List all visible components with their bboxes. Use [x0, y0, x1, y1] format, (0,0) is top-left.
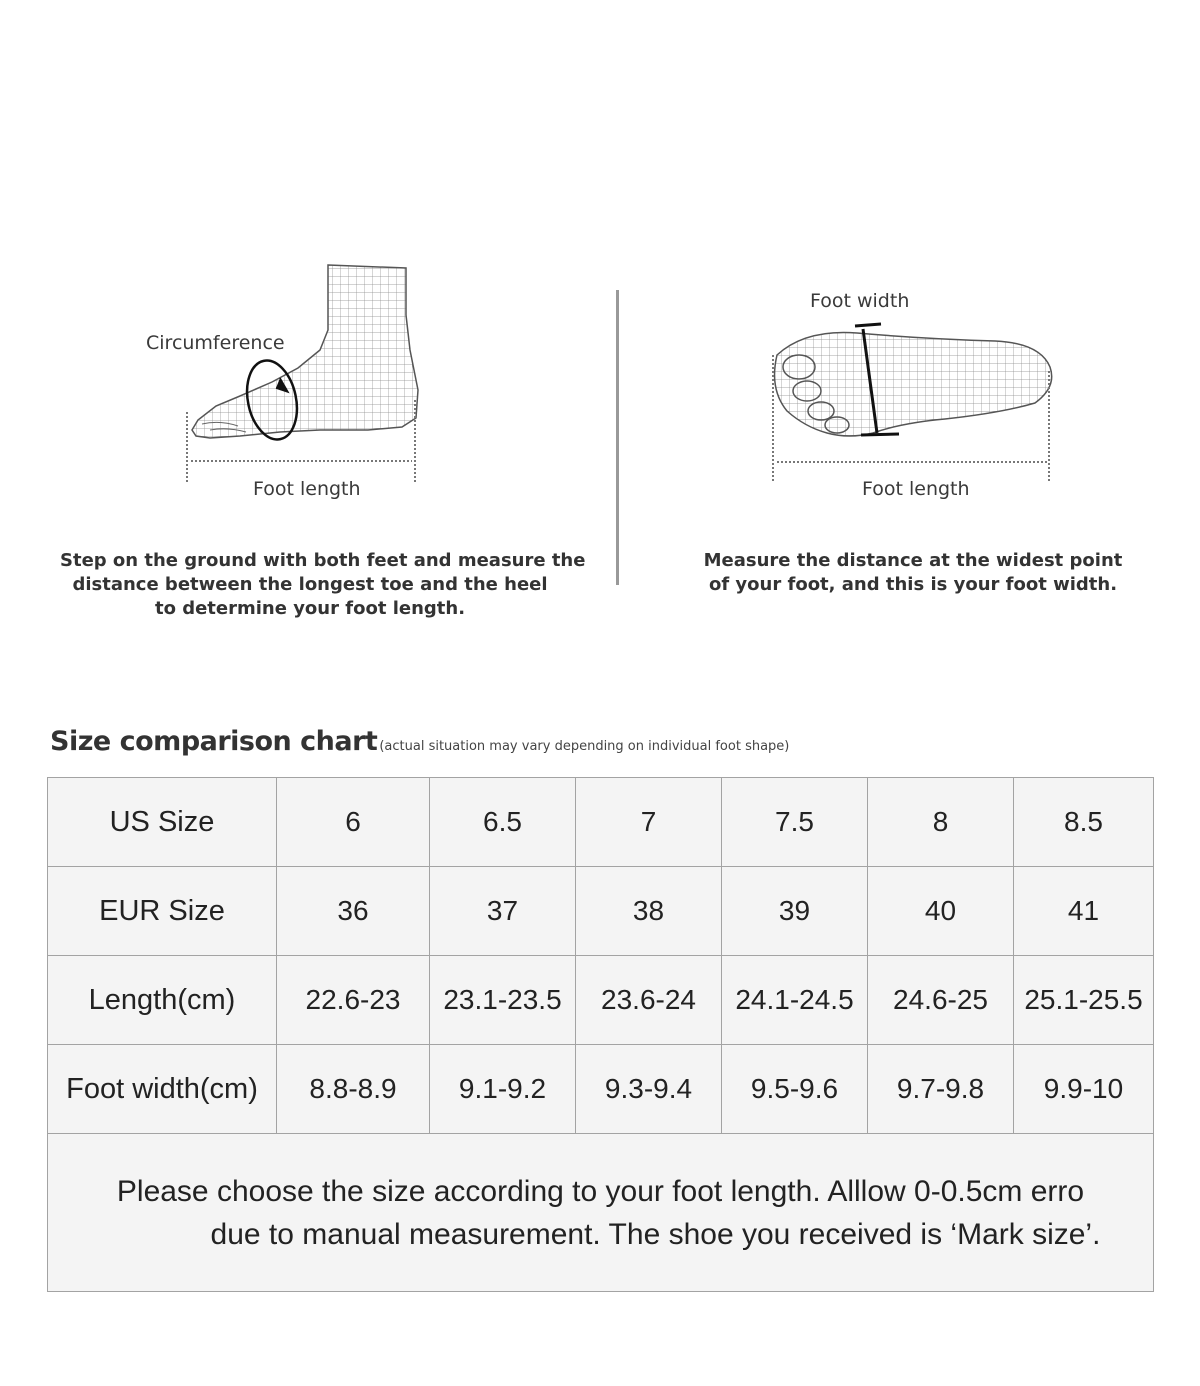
instruction-line: Measure the distance at the widest point: [703, 550, 1123, 571]
side-foot-illustration: [180, 260, 430, 490]
table-cell: 9.1-9.2: [430, 1045, 576, 1134]
size-comparison-table: [47, 777, 1154, 1292]
row-header: Foot width(cm): [48, 1045, 277, 1134]
table-cell: 23.1-23.5: [430, 956, 576, 1045]
table-cell: 23.6-24: [576, 956, 722, 1045]
instruction-line: of your foot, and this is your foot width.: [708, 574, 1118, 595]
table-row-us-size: [48, 778, 1154, 867]
foot-length-label-left: Foot length: [253, 478, 361, 500]
table-row-notice: [48, 1134, 1154, 1292]
table-cell: 41: [1014, 867, 1154, 956]
table-cell: 7.5: [722, 778, 868, 867]
table-cell: 39: [722, 867, 868, 956]
panel-divider: [616, 290, 619, 585]
table-cell: 8: [868, 778, 1014, 867]
chart-note: (actual situation may vary depending on individual foot shape): [379, 739, 790, 754]
instruction-line: to determine your foot length.: [154, 598, 466, 619]
foot-width-label: Foot width: [810, 290, 910, 312]
table-cell: 22.6-23: [277, 956, 430, 1045]
table-cell: 9.3-9.4: [576, 1045, 722, 1134]
notice-line: Please choose the size according to your foot length. Alllow 0-0.5cm erro: [116, 1174, 1085, 1208]
table-cell: 40: [868, 867, 1014, 956]
row-header: Length(cm): [48, 956, 277, 1045]
table-row-foot-width: [48, 1045, 1154, 1134]
row-header: US Size: [48, 778, 277, 867]
chart-heading: [50, 726, 789, 757]
notice-line: due to manual measurement. The shoe you received is ‘Mark size’.: [210, 1217, 1101, 1251]
instruction-line: distance between the longest toe and the heel: [72, 574, 548, 595]
table-cell: 8.8-8.9: [277, 1045, 430, 1134]
foot-length-instructions: [60, 549, 586, 621]
table-cell: 6: [277, 778, 430, 867]
table-cell: 38: [576, 867, 722, 956]
circumference-label: Circumference: [146, 332, 285, 354]
table-row-length: [48, 956, 1154, 1045]
table-cell: 37: [430, 867, 576, 956]
table-cell: 9.7-9.8: [868, 1045, 1014, 1134]
table-cell: 7: [576, 778, 722, 867]
chart-title: Size comparison chart: [50, 726, 378, 757]
table-cell: 36: [277, 867, 430, 956]
foot-width-instructions: [660, 549, 1166, 597]
table-cell: 25.1-25.5: [1014, 956, 1154, 1045]
table-cell: 24.1-24.5: [722, 956, 868, 1045]
table-row-eur-size: [48, 867, 1154, 956]
instruction-line: Step on the ground with both feet and measure the: [60, 550, 586, 571]
foot-length-label-right: Foot length: [862, 478, 970, 500]
table-cell: 24.6-25: [868, 956, 1014, 1045]
table-cell: 9.9-10: [1014, 1045, 1154, 1134]
size-notice: [48, 1134, 1154, 1292]
table-cell: 8.5: [1014, 778, 1154, 867]
top-foot-illustration: [765, 315, 1060, 490]
table-cell: 6.5: [430, 778, 576, 867]
row-header: EUR Size: [48, 867, 277, 956]
table-cell: 9.5-9.6: [722, 1045, 868, 1134]
